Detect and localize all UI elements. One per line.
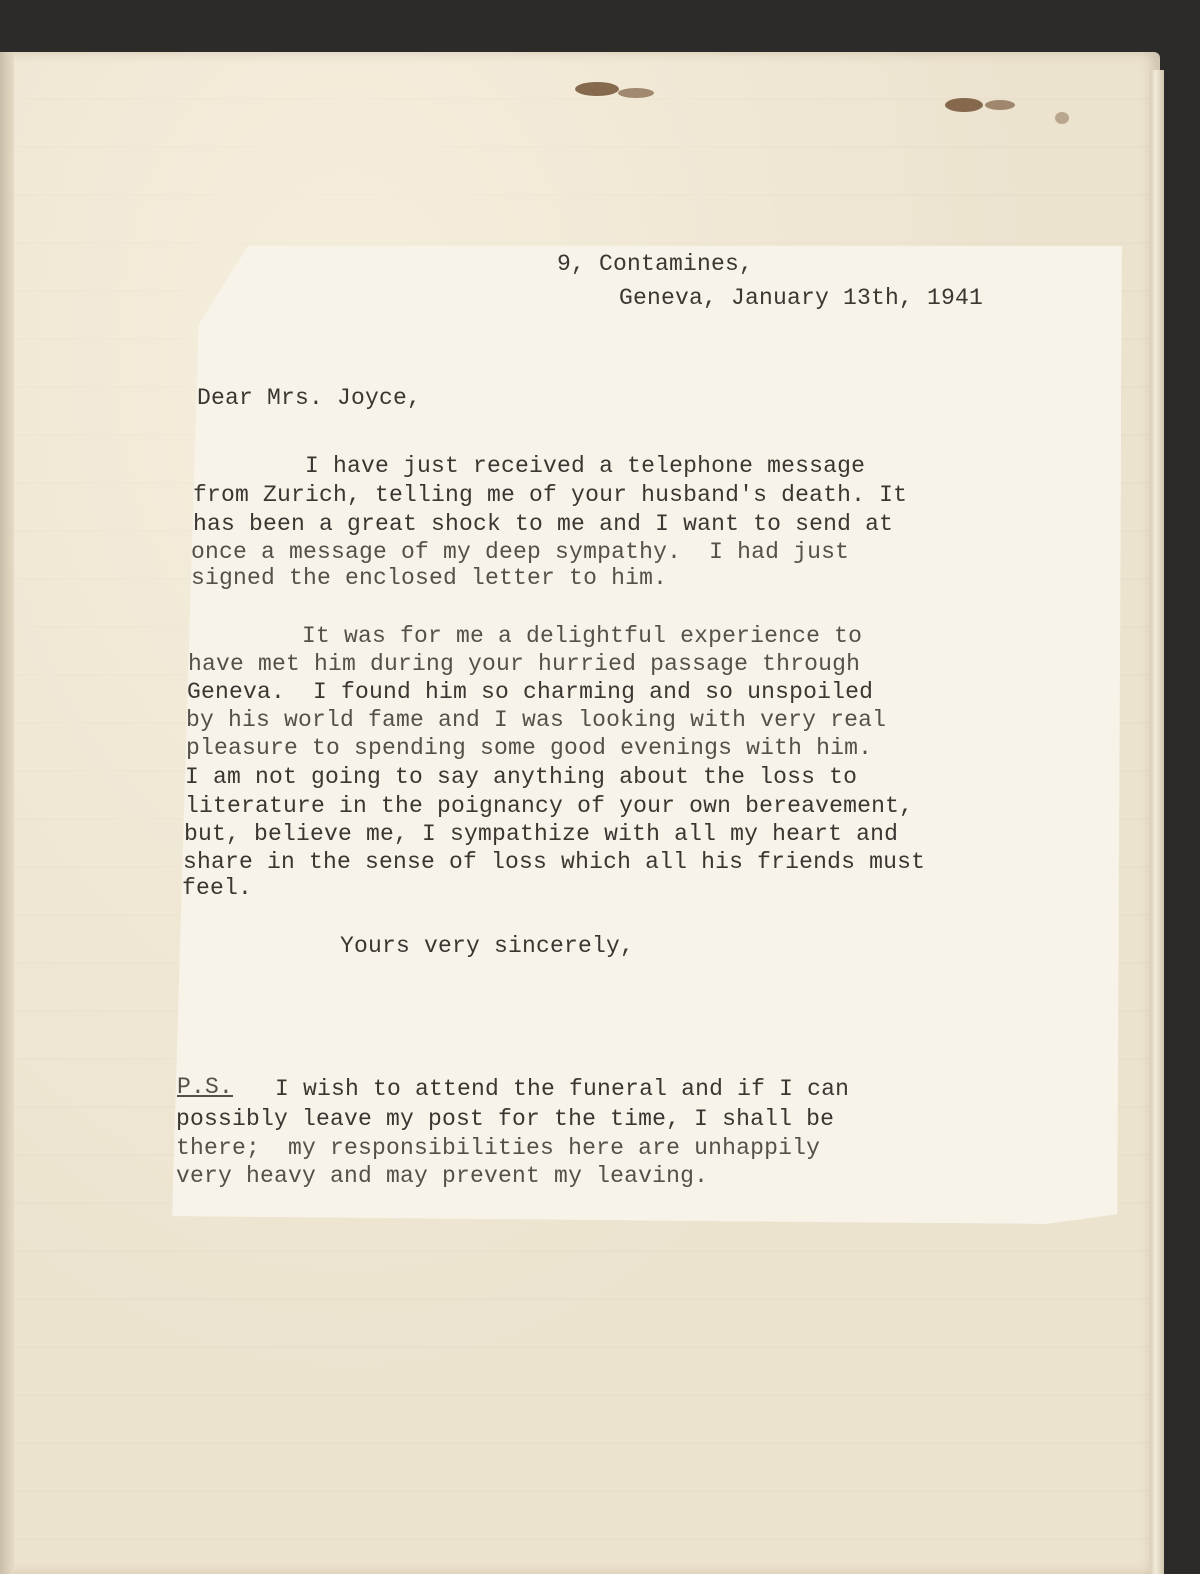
paragraph-line: once a message of my deep sympathy. I had just	[191, 539, 850, 565]
paragraph-line: I am not going to say anything about the loss to	[185, 764, 858, 790]
paragraph-line: by his world fame and I was looking with very real	[186, 707, 887, 733]
paragraph-line: Geneva. I found him so charming and so unspoiled	[187, 679, 874, 705]
postscript-label: P.S.	[177, 1074, 234, 1100]
paragraph-line: feel.	[182, 875, 253, 901]
salutation: Dear Mrs. Joyce,	[197, 385, 422, 411]
postscript-line: I wish to attend the funeral and if I can	[247, 1076, 850, 1102]
paragraph-line: literature in the poignancy of your own bereavement,	[185, 793, 914, 819]
stain-mark	[618, 88, 654, 98]
closing: Yours very sincerely,	[340, 933, 635, 959]
stain-mark	[985, 100, 1015, 110]
paragraph-line: pleasure to spending some good evenings with him.	[186, 735, 873, 761]
paragraph-line: has been a great shock to me and I want to send at	[193, 511, 894, 537]
stain-mark	[575, 82, 619, 96]
paragraph-line: but, believe me, I sympathize with all my heart and	[184, 821, 899, 847]
paragraph-line: from Zurich, telling me of your husband's death. It	[193, 482, 908, 508]
postscript-line: very heavy and may prevent my leaving.	[176, 1163, 709, 1189]
address-line-2: Geneva, January 13th, 1941	[619, 285, 984, 311]
paragraph-line: I have just received a telephone message	[193, 453, 866, 479]
paragraph-line: signed the enclosed letter to him.	[191, 565, 668, 591]
address-line-1: 9, Contamines,	[557, 251, 754, 277]
stain-mark	[1055, 112, 1069, 124]
postscript-line: possibly leave my post for the time, I shall be	[176, 1106, 835, 1132]
paragraph-line: share in the sense of loss which all his friends must	[183, 849, 926, 875]
stain-mark	[945, 98, 983, 112]
paragraph-line: It was for me a delightful experience to	[190, 623, 863, 649]
paragraph-line: have met him during your hurried passage through	[188, 651, 861, 677]
page-edge	[1150, 70, 1164, 1574]
page-binding	[0, 52, 14, 1574]
postscript-line: there; my responsibilities here are unhappily	[176, 1135, 821, 1161]
